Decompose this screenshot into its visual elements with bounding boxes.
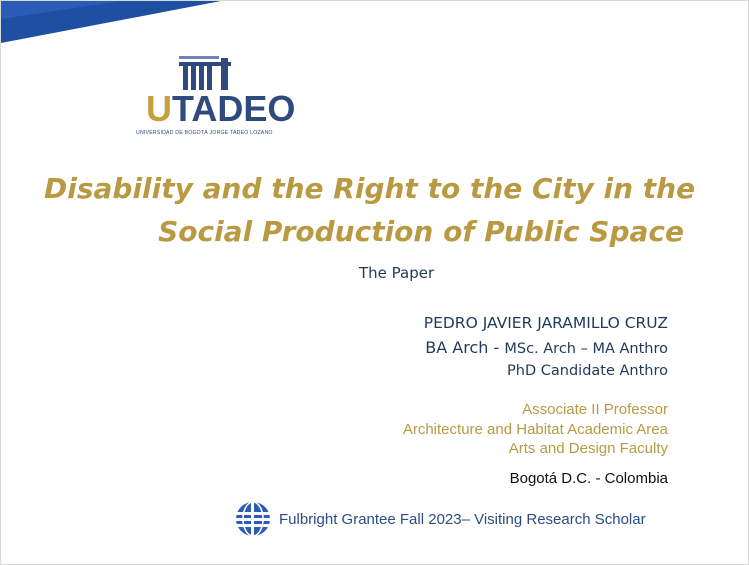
affiliation-area: Architecture and Habitat Academic Area [402,420,668,438]
degree-rest: MSc. Arch – MA Anthro [504,341,668,357]
author-candidate: PhD Candidate Anthro [507,363,668,379]
utadeo-logo [134,56,296,141]
location: Bogotá D.C. - Colombia [509,470,668,487]
slide-subtitle: The Paper [359,264,435,282]
fulbright-globe-icon [235,501,271,537]
affiliation-faculty: Arts and Design Faculty [508,440,668,457]
affiliation [403,400,668,459]
logo-letter-u: U [146,88,172,129]
logo-letters-tadeo: TADEO [172,88,296,129]
title-line-1: Disability and the Right to the City in the [44,172,696,205]
utadeo-wordmark [146,90,295,128]
logo-university-name: UNIVERSIDAD DE BOGOTÁ JORGE TADEO LOZANO [136,130,273,136]
author-name: PEDRO JAVIER JARAMILLO CRUZ [423,314,668,332]
title-line-2: Social Production of Public Space [158,215,684,248]
degree-ba: BA Arch - [425,338,500,357]
affiliation-title: Associate II Professor [522,401,668,418]
author-degrees [425,338,668,357]
corner-accent-stripe [1,1,231,46]
slide-title [44,167,696,253]
fulbright-text: Fulbright Grantee Fall 2023– Visiting Research Scholar [279,511,646,528]
utadeo-columns-icon [179,56,239,92]
